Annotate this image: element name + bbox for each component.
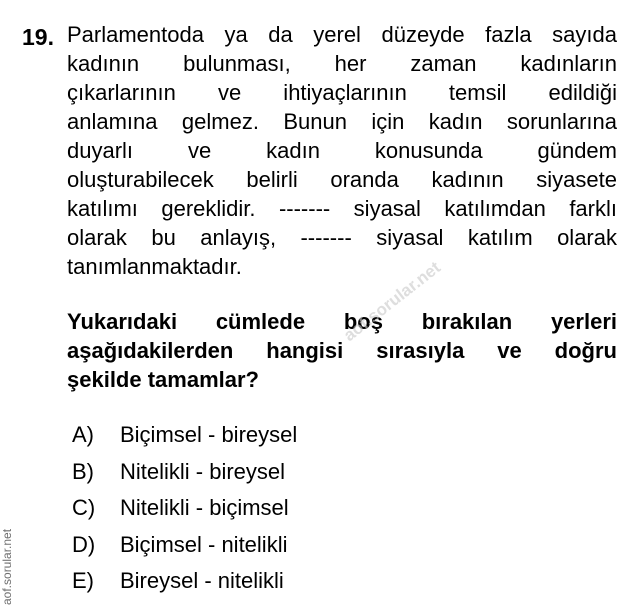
- passage-line: tanımlanmaktadır.: [67, 254, 242, 279]
- option-text: Nitelikli - bireysel: [120, 458, 286, 484]
- passage-line: olarak bu anlayış, ------- siyasal katılım olarak: [67, 225, 617, 250]
- question-number: 19.: [22, 24, 54, 50]
- passage-line: çıkarlarının ve ihtiyaçlarının temsil edildiği: [67, 80, 617, 105]
- passage-line: kadının bulunması, her zaman kadınların: [67, 51, 617, 76]
- option-letter: E): [72, 568, 94, 594]
- option-letter: C): [72, 495, 96, 521]
- passage-line: katılımı gereklidir. ------- siyasal katılımdan farklı: [67, 196, 617, 221]
- passage-line: duyarlı ve kadın konusunda gündem: [67, 138, 617, 163]
- question-passage: [67, 20, 617, 281]
- passage-line: oluşturabilecek belirli oranda kadının siyasete: [67, 167, 617, 192]
- prompt-line: Yukarıdaki cümlede boş bırakılan yerleri: [67, 309, 617, 334]
- option-text: Biçimsel - bireysel: [120, 422, 298, 448]
- watermark-side: aof.sorular.net: [0, 528, 14, 605]
- option-letter: D): [72, 531, 96, 557]
- option-text: Nitelikli - biçimsel: [120, 495, 289, 521]
- option-d[interactable]: [72, 527, 297, 564]
- option-c[interactable]: [72, 490, 297, 527]
- watermark-diagonal: aof.sorular.net: [340, 257, 445, 345]
- question-prompt: [67, 307, 617, 394]
- answer-options: [72, 417, 297, 600]
- option-text: Bireysel - nitelikli: [120, 568, 284, 594]
- passage-line: Parlamentoda ya da yerel düzeyde fazla sayıda: [67, 22, 617, 47]
- option-a[interactable]: [72, 417, 297, 454]
- option-letter: A): [72, 422, 94, 448]
- option-e[interactable]: [72, 563, 297, 600]
- prompt-line: şekilde tamamlar?: [67, 367, 259, 392]
- prompt-line: aşağıdakilerden hangisi sırasıyla ve doğru: [67, 338, 617, 363]
- option-letter: B): [72, 458, 94, 484]
- option-b[interactable]: [72, 454, 297, 491]
- option-text: Biçimsel - nitelikli: [120, 531, 288, 557]
- passage-line: anlamına gelmez. Bunun için kadın sorunlarına: [67, 109, 617, 134]
